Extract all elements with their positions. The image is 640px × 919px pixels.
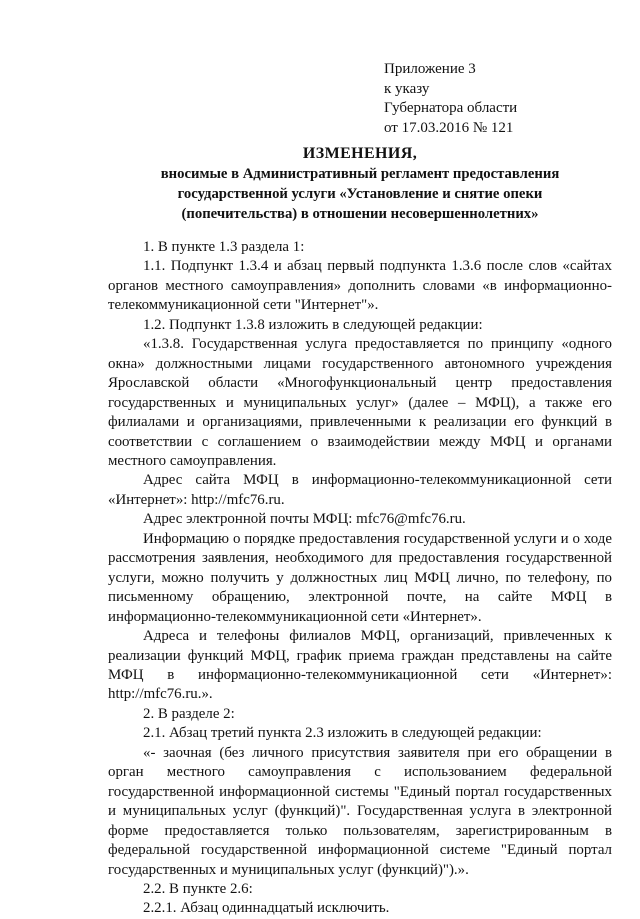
appendix-block [384,60,517,138]
paragraph-remote-form: «- заочная (без личного присутствия заявителя при его обращении в орган местного самоуправления с использованием федеральной государственной информационной системы "Единый портал государственных и муниципальных услуг (функций)". Государственная услуга в электронной форме предоставляется только пользователям, зарегистрированным в федеральной государственной информационной системе "Единый портал государственных и муниципальных услуг (функций)").». [108,744,612,878]
title-line-2: государственной услуги «Установление и снятие опеки [177,186,543,202]
title-heading: ИЗМЕНЕНИЯ, [302,145,418,162]
paragraph-item-2-2-1: 2.2.1. Абзац одиннадцатый исключить. [143,900,390,917]
paragraph-item-1-3-8: «1.3.8. Государственная услуга предоставляется по принципу «одного окна» должностными лицами государственного автономного учреждения Ярославской области «Многофункциональный центр предоставления государственных и муниципальных услуг» (далее – МФЦ), а также его филиалами и организациями, привлеченными к реализации его функций в соответствии с соглашением о взаимодействии между МФЦ и органами местного самоуправления. [108,336,612,469]
paragraph-branches: Адреса и телефоны филиалов МФЦ, организаций, привлеченных к реализации функций МФЦ, график приема граждан представлены на сайте МФЦ в информационно-телекоммуникационной сети «Интернет»: http://mfc76.ru.». [108,628,612,703]
title-line-1: вносимые в Административный регламент предоставления [160,166,560,182]
paragraph-mfc-website: Адрес сайта МФЦ в информационно-телекоммуникационной сети «Интернет»: http://mfc76.ru. [108,472,612,508]
paragraph-item-1-2: 1.2. Подпункт 1.3.8 изложить в следующей редакции: [143,316,483,333]
title-line-3: (попечительства) в отношении несовершеннолетних» [181,206,539,222]
paragraph-item-1-1: 1.1. Подпункт 1.3.4 и абзац первый подпункта 1.3.6 после слов «сайтах органов местного самоуправления» дополнить словами «в информационно-телекоммуникационной сети "Интернет"». [108,258,612,314]
appendix-date: от 17.03.2016 № 121 [384,119,514,136]
paragraph-item-2: 2. В разделе 2: [143,705,235,722]
appendix-ref: к указу [384,80,430,97]
paragraph-item-2-2: 2.2. В пункте 2.6: [143,880,253,897]
paragraph-item-1: 1. В пункте 1.3 раздела 1: [143,239,305,255]
document-body [108,238,612,919]
paragraph-info-procedure: Информацию о порядке предоставления государственной услуги и о ходе рассмотрения заявления, необходимого для предоставления государственной услуги, можно получить у должностных лиц МФЦ лично, по телефону, по письменному обращению, электронной почте, на сайте МФЦ в информационно-телекоммуникационной сети «Интернет». [108,530,612,625]
appendix-number: Приложение 3 [384,61,476,77]
paragraph-item-2-1: 2.1. Абзац третий пункта 2.3 изложить в следующей редакции: [143,725,542,742]
document-title [110,143,610,224]
paragraph-mfc-email: Адрес электронной почты МФЦ: mfc76@mfc76.ru. [143,511,466,528]
appendix-authority: Губернатора области [384,100,518,116]
